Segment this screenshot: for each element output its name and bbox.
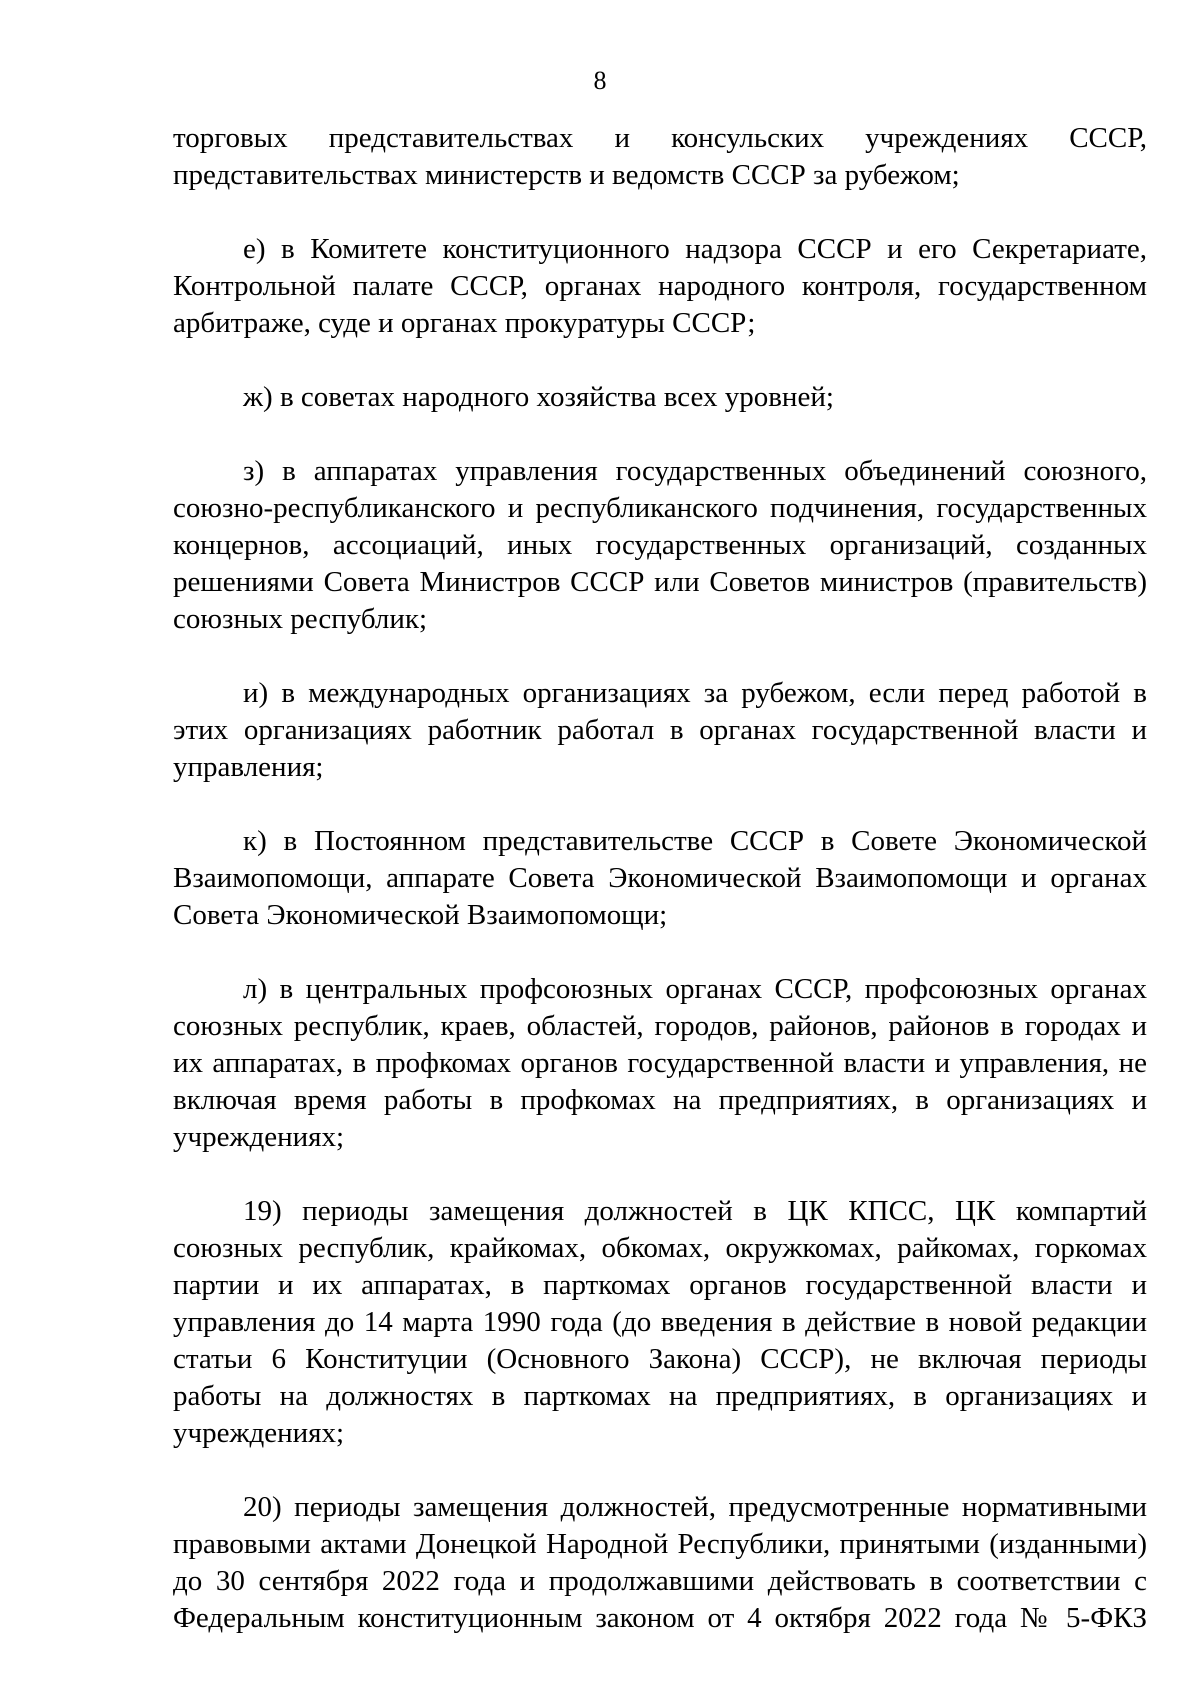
paragraph-item-k: к) в Постоянном представительстве СССР в Совете Экономической Взаимопомощи, аппарате Совета Экономической Взаимопомощи и органах Совета Экономической Взаимопомощи; (173, 825, 1147, 931)
paragraph-item-20: 20) периоды замещения должностей, предусмотренные нормативными правовыми актами Донецкой Народной Республики, принятыми (изданными) до 30 сентября 2022 года и продолжавшими действовать в соответствии с Федеральным конституционным законом от 4 октября 2022 года № 5-ФКЗ (173, 1491, 1147, 1634)
paragraph-item-z: з) в аппаратах управления государственных объединений союзного, союзно-республиканского и республиканского подчинения, государственных концернов, ассоциаций, иных государственных организаций, созданных решениями Совета Министров СССР или Советов министров (правительств) союзных республик; (173, 455, 1147, 635)
paragraph-item-l: л) в центральных профсоюзных органах СССР, профсоюзных органах союзных республик, краев, областей, городов, районов, районов в городах и их аппаратах, в профкомах органов государственной власти и управления, не включая время работы в профкомах на предприятиях, в организациях и учреждениях; (173, 973, 1147, 1153)
page-number: 8 (593, 66, 607, 95)
paragraph-item-e: е) в Комитете конституционного надзора СССР и его Секретариате, Контрольной палате СССР, органах народного контроля, государственном арбитраже, суде и органах прокуратуры СССР; (173, 233, 1147, 339)
paragraph-item-i: и) в международных организациях за рубежом, если перед работой в этих организациях работник работал в органах государственной власти и управления; (173, 677, 1147, 783)
document-body (173, 120, 1147, 1637)
paragraph-item-zh: ж) в советах народного хозяйства всех уровней; (243, 381, 834, 413)
paragraph-item-19: 19) периоды замещения должностей в ЦК КПСС, ЦК компартий союзных республик, крайкомах, обкомах, окружкомах, райкомах, горкомах партии и их аппаратах, в парткомах органов государственной власти и управления до 14 марта 1990 года (до введения в действие в новой редакции статьи 6 Конституции (Основного Закона) СССР), не включая периоды работы на должностях в парткомах на предприятиях, в организациях и учреждениях; (173, 1195, 1147, 1449)
paragraph-continuation: торговых представительствах и консульских учреждениях СССР, представительствах министерств и ведомств СССР за рубежом; (173, 122, 1147, 191)
